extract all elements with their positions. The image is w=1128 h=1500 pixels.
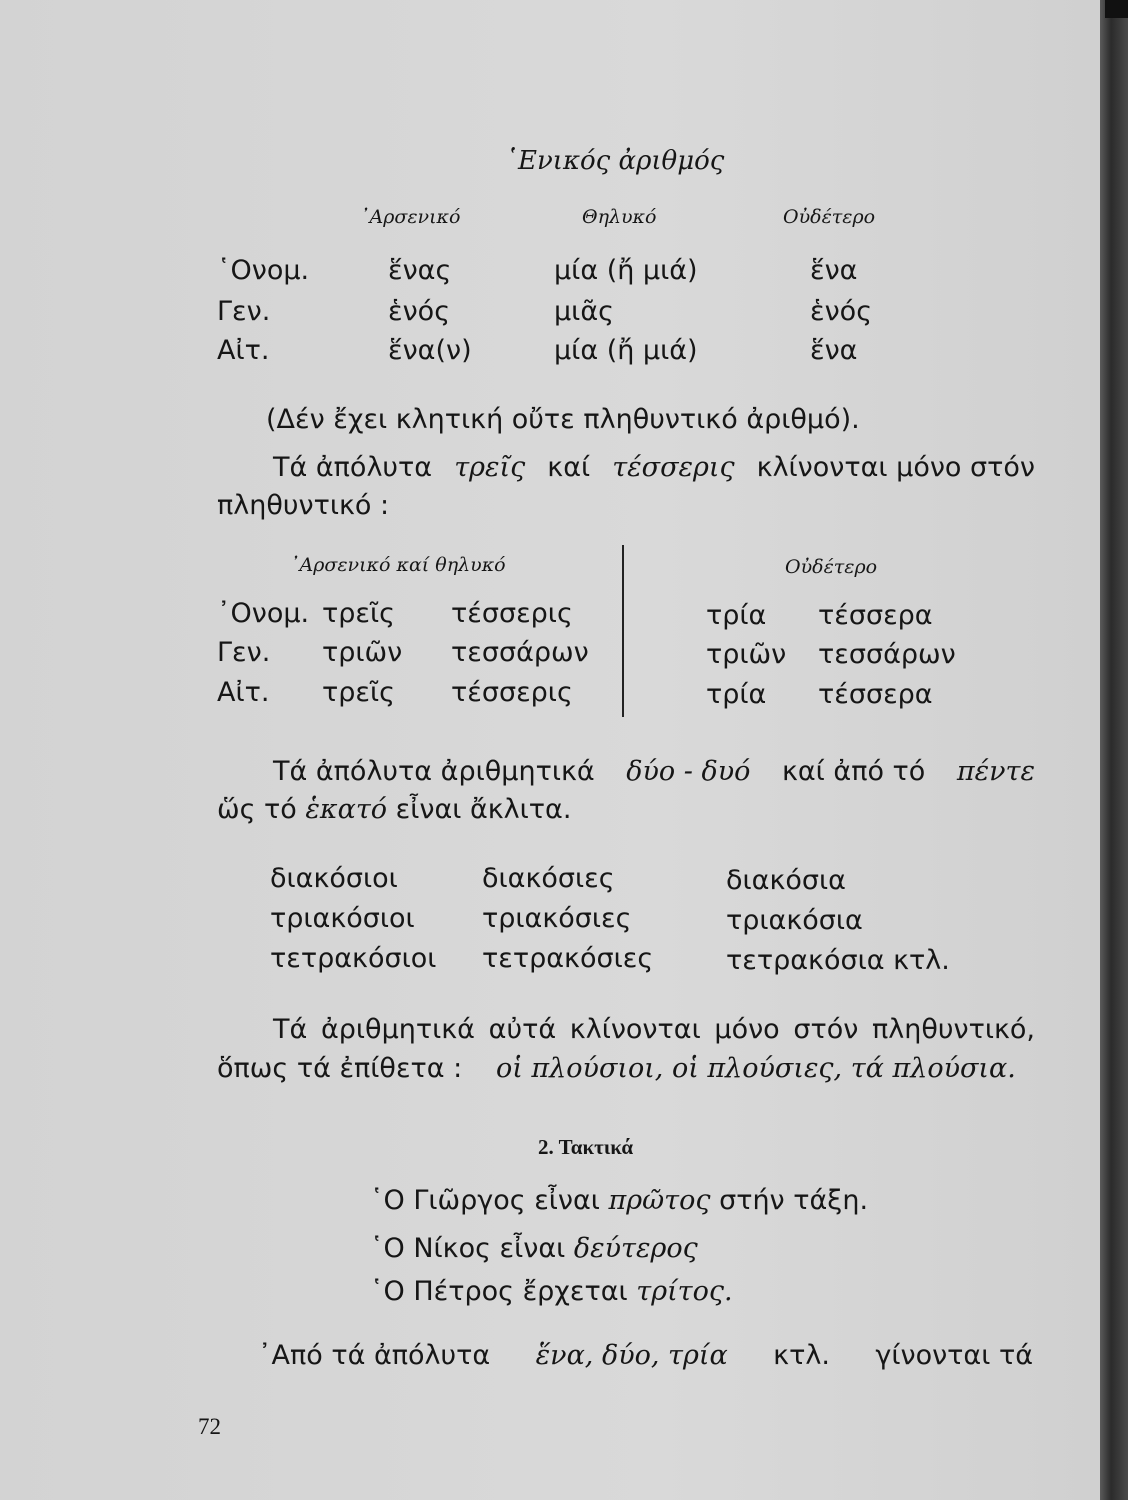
- table-cell: ἕνας: [388, 255, 452, 286]
- word-cell: τετρακόσιες: [482, 943, 654, 974]
- column-header-neuter: Οὐδέτερο: [785, 556, 878, 578]
- paragraph-line: [217, 793, 571, 827]
- text: κτλ.: [773, 1340, 830, 1371]
- paragraph-line: Τά ἀριθμητικά αὐτά κλίνονται μόνο στόν πληθυντικό,: [273, 1014, 1035, 1045]
- column-header-feminine: Θηλυκό: [582, 206, 657, 228]
- table-cell: μιᾶς: [554, 296, 614, 327]
- italic-term: δεύτερος: [573, 1233, 698, 1264]
- word-cell: διακόσιοι: [270, 863, 398, 894]
- text: γίνονται τά: [875, 1340, 1033, 1371]
- italic-term: τέσσερις: [612, 452, 735, 483]
- table-cell: τριῶν: [322, 637, 403, 668]
- word-cell: τριακόσια: [726, 905, 863, 936]
- table-cell: ἕνα(ν): [388, 335, 472, 366]
- word-cell: διακόσιες: [482, 863, 615, 894]
- paragraph-line: πληθυντικό :: [217, 490, 390, 521]
- italic-term: τρεῖς: [454, 452, 526, 483]
- paragraph-line: [273, 451, 1035, 485]
- column-header-neuter: Οὐδέτερο: [783, 206, 876, 228]
- table-cell: μία (ἤ μιά): [554, 335, 698, 366]
- case-label: Αἰτ.: [217, 335, 270, 366]
- word-cell: τετρακόσιοι: [270, 943, 437, 974]
- paragraph-line: ὅπως τά ἐπίθετα :: [217, 1053, 463, 1084]
- italic-term: δύο - δυό: [626, 756, 751, 787]
- word-cell: τριακόσιες: [482, 903, 632, 934]
- case-label: Αἰτ.: [217, 677, 270, 708]
- table-cell: τριῶν: [706, 639, 787, 670]
- table-cell: τέσσερις: [451, 598, 573, 629]
- italic-example: οἱ πλούσιοι, οἱ πλούσιες, τά πλούσια.: [496, 1053, 1016, 1084]
- table-cell: τέσσερα: [818, 600, 933, 631]
- page-edge-shadow: [1100, 0, 1128, 1500]
- italic-term: πέντε: [956, 756, 1035, 787]
- case-label: Γεν.: [217, 296, 271, 327]
- text: ὥς τό: [217, 794, 297, 825]
- case-label: ῾Ονομ.: [217, 255, 310, 286]
- table-cell: τρεῖς: [322, 598, 395, 629]
- italic-term: τρίτος.: [636, 1276, 733, 1307]
- paragraph-line: [273, 755, 1035, 789]
- word-cell: τετρακόσια κτλ.: [726, 945, 950, 976]
- text: Τά ἀπόλυτα: [273, 452, 433, 483]
- text: καί ἀπό τό: [781, 756, 926, 787]
- example-line: [370, 1184, 868, 1218]
- italic-term: ἑκατό: [305, 794, 388, 825]
- table-cell: τεσσάρων: [818, 639, 956, 670]
- table-cell: τέσσερις: [451, 677, 573, 708]
- table-cell: ἕνα: [810, 335, 858, 366]
- table-cell: ἕνα: [810, 255, 858, 286]
- table-cell: τεσσάρων: [451, 637, 589, 668]
- table-cell: ἑνός: [388, 296, 451, 327]
- word-cell: διακόσια: [726, 865, 846, 896]
- section-heading: ῾Ενικός ἀριθμός: [505, 146, 725, 176]
- page-number: 72: [198, 1414, 221, 1439]
- text: εἶναι ἄκλιτα.: [395, 794, 572, 825]
- case-label: ᾿Ονομ.: [217, 598, 310, 629]
- example-line: [370, 1232, 698, 1266]
- column-header-masc-fem: ᾿Αρσενικό καί θηλυκό: [290, 554, 506, 576]
- text: ῾Ο Νίκος εἶναι: [370, 1233, 566, 1264]
- table-cell: τρία: [706, 600, 767, 631]
- table-cell: τρία: [706, 679, 767, 710]
- paragraph-line: [258, 1339, 1033, 1373]
- text: Τά ἀπόλυτα ἀριθμητικά: [273, 756, 595, 787]
- page-corner-shadow: [1105, 0, 1128, 18]
- italic-term: ἕνα, δύο, τρία: [535, 1340, 728, 1371]
- note-text: (Δέν ἔχει κλητική οὔτε πληθυντικό ἀριθμό).: [266, 404, 860, 435]
- example-line: [370, 1275, 733, 1309]
- column-header-masculine: ᾿Αρσενικό: [360, 206, 461, 228]
- table-divider: [622, 545, 624, 717]
- text: στήν τάξη.: [719, 1185, 869, 1216]
- text: καί: [547, 452, 591, 483]
- case-label: Γεν.: [217, 637, 271, 668]
- table-cell: ἑνός: [810, 296, 873, 327]
- text: ῾Ο Πέτρος ἔρχεται: [370, 1276, 628, 1307]
- text: ῾Ο Γιῶργος εἶναι: [370, 1185, 600, 1216]
- table-cell: μία (ἤ μιά): [554, 255, 698, 286]
- italic-term: πρῶτος: [608, 1185, 711, 1216]
- word-cell: τριακόσιοι: [270, 903, 415, 934]
- table-cell: τέσσερα: [818, 679, 933, 710]
- section-title: 2. Τακτικά: [538, 1135, 634, 1159]
- table-cell: τρεῖς: [322, 677, 395, 708]
- text: ᾿Από τά ἀπόλυτα: [258, 1340, 491, 1371]
- text: κλίνονται μόνο στόν: [756, 452, 1035, 483]
